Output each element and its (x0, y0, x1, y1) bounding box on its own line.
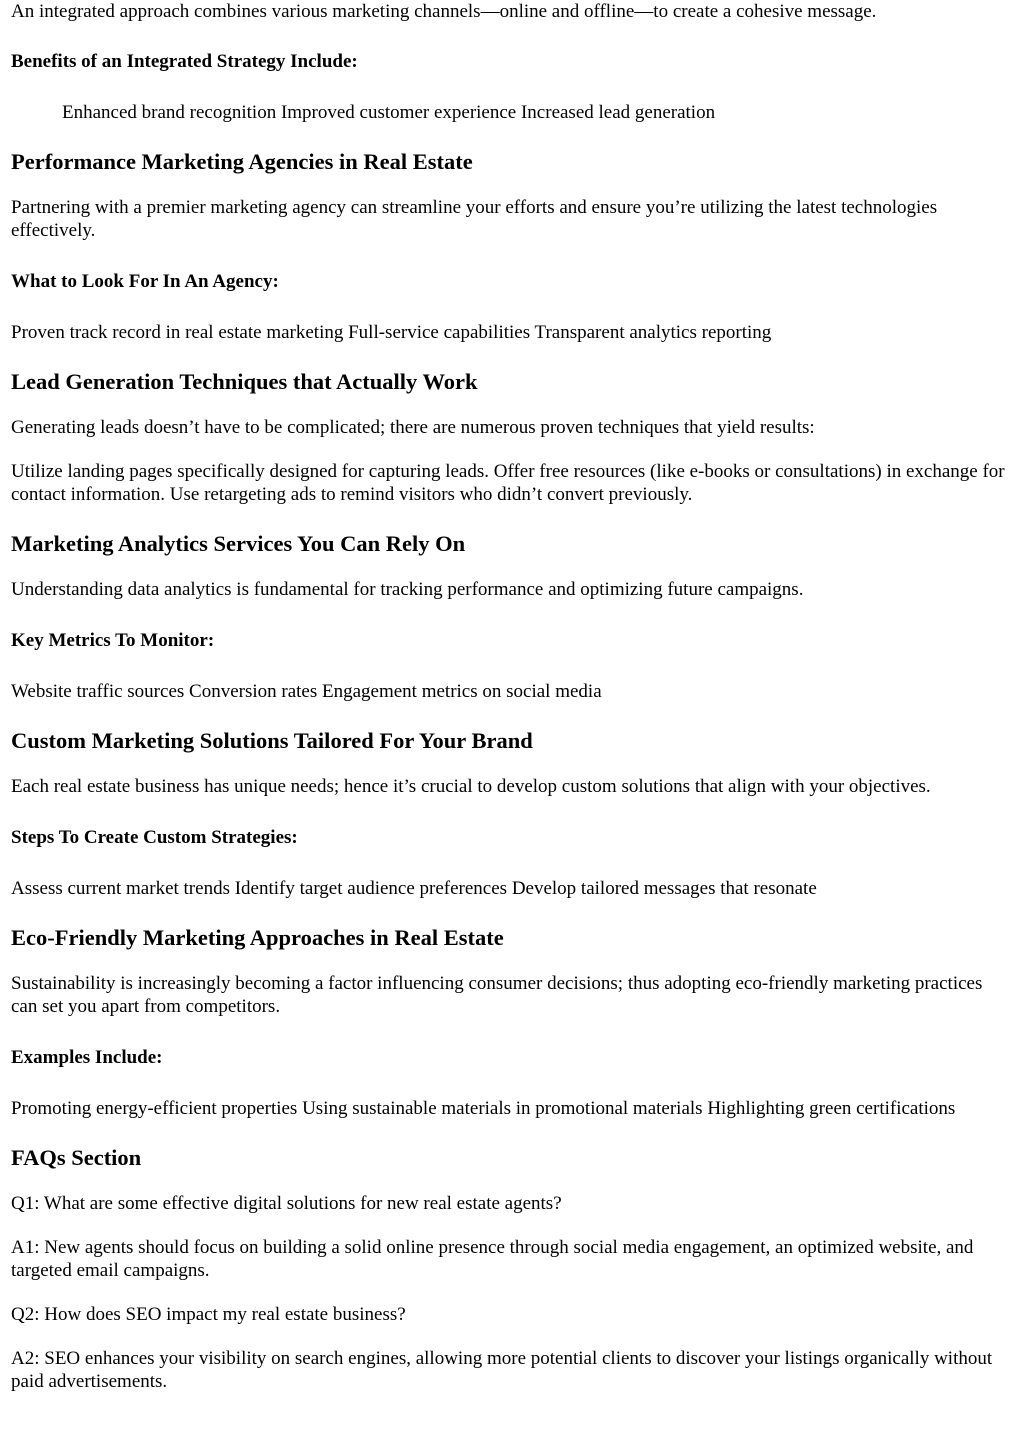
section-paragraph: Partnering with a premier marketing agency can streamline your efforts and ensure you’re utilizing the latest technologies effectively. (11, 197, 938, 241)
benefits-heading: Benefits of an Integrated Strategy Include: (11, 51, 358, 72)
section-list: Promoting energy-efficient properties Using sustainable materials in promotional materials Highlighting green certifications (11, 1098, 956, 1119)
section-paragraph: Generating leads doesn’t have to be complicated; there are numerous proven techniques that yield results: (11, 417, 815, 438)
section-list: Website traffic sources Conversion rates Engagement metrics on social media (11, 681, 602, 702)
section-subheading: Steps To Create Custom Strategies: (11, 827, 298, 848)
section-list: Assess current market trends Identify target audience preferences Develop tailored messages that resonate (11, 878, 817, 899)
faq-question: Q1: What are some effective digital solutions for new real estate agents? (11, 1193, 562, 1214)
section-list: Proven track record in real estate marketing Full-service capabilities Transparent analytics reporting (11, 322, 772, 343)
intro-paragraph: An integrated approach combines various marketing channels—online and offline—to create a cohesive message. (11, 1, 877, 22)
faq-answer: A1: New agents should focus on building a solid online presence through social media engagement, an optimized website, and targeted email campaigns. (11, 1237, 974, 1281)
faq-question: Q2: How does SEO impact my real estate business? (11, 1304, 406, 1325)
section-paragraph: Understanding data analytics is fundamental for tracking performance and optimizing future campaigns. (11, 579, 804, 600)
benefits-list: Enhanced brand recognition Improved customer experience Increased lead generation (62, 102, 716, 123)
section-title-performance-agencies: Performance Marketing Agencies in Real Estate (11, 149, 473, 174)
section-subheading: Examples Include: (11, 1047, 163, 1068)
section-list: Utilize landing pages specifically designed for capturing leads. Offer free resources (like e-books or consultations) in exchange for contact information. Use retargeting ads to remind visitors who didn’t convert previously. (11, 461, 1005, 505)
section-title-lead-generation: Lead Generation Techniques that Actually Work (11, 369, 478, 394)
section-title-marketing-analytics: Marketing Analytics Services You Can Rely On (11, 531, 466, 556)
section-title-custom-solutions: Custom Marketing Solutions Tailored For Your Brand (11, 728, 533, 753)
section-paragraph: Sustainability is increasingly becoming a factor influencing consumer decisions; thus adopting eco-friendly marketing practices can set you apart from competitors. (11, 973, 983, 1017)
section-subheading: Key Metrics To Monitor: (11, 630, 215, 651)
section-title-eco-friendly: Eco-Friendly Marketing Approaches in Real Estate (11, 925, 504, 950)
faq-title: FAQs Section (11, 1145, 142, 1170)
faq-answer: A2: SEO enhances your visibility on search engines, allowing more potential clients to discover your listings organically without paid advertisements. (11, 1348, 993, 1392)
section-subheading: What to Look For In An Agency: (11, 271, 279, 292)
section-paragraph: Each real estate business has unique needs; hence it’s crucial to develop custom solutions that align with your objectives. (11, 776, 931, 797)
